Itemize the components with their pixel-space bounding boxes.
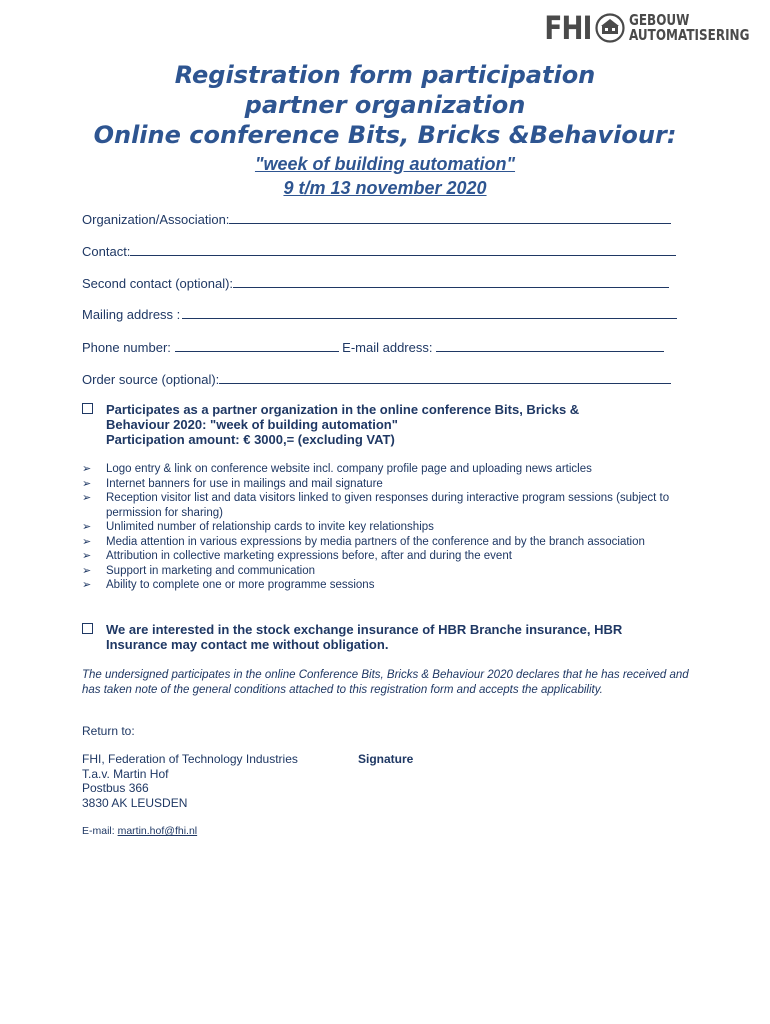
option1-line-2: Behaviour 2020: "week of building automation" bbox=[106, 417, 398, 432]
order-source-label: Order source (optional): bbox=[82, 372, 220, 387]
organization-label: Organization/Association: bbox=[82, 212, 230, 227]
partner-participation-option[interactable] bbox=[82, 402, 579, 447]
option2-line-1: We are interested in the stock exchange insurance of HBR Branche insurance, HBR bbox=[106, 622, 623, 637]
option2-line-2: Insurance may contact me without obligation. bbox=[106, 637, 389, 652]
list-item bbox=[82, 491, 702, 520]
benefit-text: Reception visitor list and data visitors linked to given responses during interactive program sessions (subject to permission for sharing) bbox=[106, 492, 670, 519]
building-emblem-icon bbox=[595, 13, 625, 43]
title-line-2: partner organization bbox=[244, 91, 526, 119]
email-prefix: E-mail: bbox=[82, 825, 115, 837]
list-item bbox=[82, 535, 702, 550]
address-org: FHI, Federation of Technology Industries bbox=[82, 752, 298, 766]
address-pobox: Postbus 366 bbox=[82, 781, 149, 795]
second-contact-label: Second contact (optional): bbox=[82, 276, 234, 291]
insurance-interest-option[interactable] bbox=[82, 622, 622, 652]
arrow-bullet-icon: ➢ bbox=[82, 477, 92, 490]
contact-line[interactable] bbox=[130, 242, 676, 256]
list-item bbox=[82, 549, 702, 564]
partner-participation-checkbox[interactable] bbox=[82, 403, 93, 414]
email-link[interactable]: martin.hof@fhi.nl bbox=[117, 825, 198, 837]
phone-line[interactable] bbox=[175, 338, 339, 352]
benefit-text: Support in marketing and communication bbox=[106, 564, 316, 577]
return-address bbox=[82, 752, 298, 810]
contact-field[interactable] bbox=[82, 242, 676, 259]
contact-label: Contact: bbox=[82, 244, 131, 259]
logo-line-2: AUTOMATISERING bbox=[629, 26, 750, 44]
logo-line-1: GEBOUW bbox=[629, 11, 690, 29]
address-city: 3830 AK LEUSDEN bbox=[82, 795, 188, 810]
title-line-4: "week of building automation" bbox=[254, 154, 516, 174]
title-line-3: Online conference Bits, Bricks &Behaviour: bbox=[93, 121, 677, 149]
form-title bbox=[0, 60, 770, 150]
insurance-interest-checkbox[interactable] bbox=[82, 623, 93, 634]
list-item bbox=[82, 520, 702, 535]
order-source-line[interactable] bbox=[219, 370, 671, 384]
benefits-list bbox=[82, 462, 702, 593]
arrow-bullet-icon: ➢ bbox=[82, 579, 92, 591]
signature-label: Signature bbox=[358, 752, 414, 766]
list-item bbox=[82, 462, 702, 477]
list-item bbox=[82, 578, 702, 593]
disclaimer-text: The undersigned participates in the online Conference Bits, Bricks & Behaviour 2020 declares that he has received and has taken note of the general conditions attached to this registration form and accepts the applicability. bbox=[82, 669, 689, 696]
email-label: E-mail address: bbox=[342, 340, 433, 355]
arrow-bullet-icon: ➢ bbox=[82, 463, 92, 475]
benefit-text: Media attention in various expressions by media partners of the conference and by the branch association bbox=[106, 535, 645, 548]
list-item bbox=[82, 564, 702, 579]
contact-email bbox=[82, 825, 197, 837]
phone-email-field[interactable] bbox=[82, 338, 664, 355]
title-line-1: Registration form participation bbox=[174, 61, 596, 89]
benefit-text: Ability to complete one or more programme sessions bbox=[106, 579, 375, 591]
email-line[interactable] bbox=[436, 338, 664, 352]
list-item bbox=[82, 477, 702, 492]
order-source-field[interactable] bbox=[82, 370, 671, 387]
logo-subtitle bbox=[629, 13, 749, 43]
arrow-bullet-icon: ➢ bbox=[82, 521, 92, 533]
logo-brand: FHI bbox=[544, 9, 592, 47]
second-contact-line[interactable] bbox=[233, 274, 669, 288]
organization-line[interactable] bbox=[229, 210, 671, 224]
arrow-bullet-icon: ➢ bbox=[82, 550, 92, 562]
arrow-bullet-icon: ➢ bbox=[82, 564, 92, 577]
benefit-text: Logo entry & link on conference website incl. company profile page and uploading news articles bbox=[106, 463, 592, 475]
phone-label: Phone number: bbox=[82, 340, 171, 355]
arrow-bullet-icon: ➢ bbox=[82, 535, 92, 548]
second-contact-field[interactable] bbox=[82, 274, 669, 291]
title-line-5: 9 t/m 13 november 2020 bbox=[283, 178, 487, 198]
organization-field[interactable] bbox=[82, 210, 671, 227]
benefit-text: Attribution in collective marketing expressions before, after and during the event bbox=[106, 550, 512, 562]
return-to-label: Return to: bbox=[82, 724, 135, 738]
option1-line-1: Participates as a partner organization in the online conference Bits, Bricks & bbox=[106, 402, 580, 417]
address-attn: T.a.v. Martin Hof bbox=[82, 766, 169, 781]
mailing-address-line[interactable] bbox=[182, 305, 677, 319]
mailing-address-label: Mailing address : bbox=[82, 307, 181, 322]
fhi-logo bbox=[534, 9, 756, 47]
benefit-text: Internet banners for use in mailings and mail signature bbox=[106, 477, 383, 490]
option1-line-3: Participation amount: € 3000,= (excluding VAT) bbox=[106, 432, 395, 447]
benefit-text: Unlimited number of relationship cards to invite key relationships bbox=[106, 521, 434, 533]
mailing-address-field[interactable] bbox=[82, 305, 677, 322]
arrow-bullet-icon: ➢ bbox=[82, 492, 92, 504]
